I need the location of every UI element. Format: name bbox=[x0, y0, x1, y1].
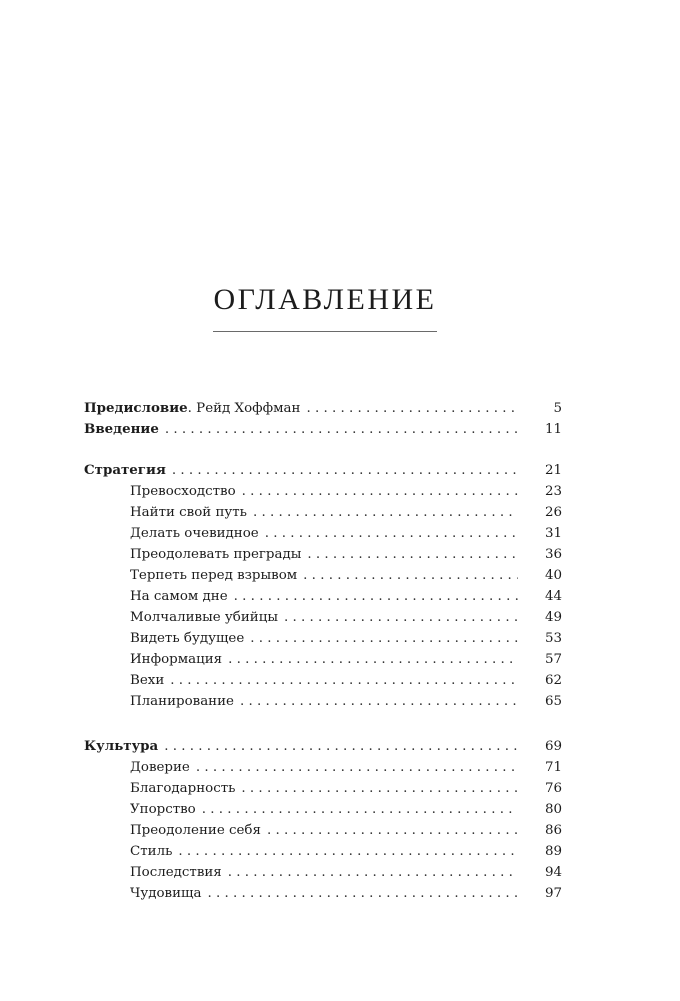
toc-entry-title: Видеть будущее bbox=[130, 631, 245, 646]
toc-entry-bold-title: Стратегия bbox=[84, 462, 166, 478]
toc-entry-label bbox=[84, 419, 159, 440]
toc-page-number: 49 bbox=[544, 610, 562, 625]
toc-page-number: 62 bbox=[544, 673, 562, 688]
toc-entry-label bbox=[130, 799, 196, 820]
toc-entry-title: Преодолевать преграды bbox=[130, 547, 302, 562]
dot-leader bbox=[265, 523, 518, 544]
toc-page-number: 76 bbox=[544, 781, 562, 796]
dot-leader bbox=[178, 841, 518, 862]
toc-entry-label bbox=[130, 841, 172, 862]
dot-leader bbox=[207, 883, 518, 904]
toc-entry-label bbox=[130, 670, 164, 691]
toc-entry-title: Упорство bbox=[130, 802, 196, 817]
toc-entry-label bbox=[130, 565, 297, 586]
toc-entry-title: Терпеть перед взрывом bbox=[130, 568, 298, 583]
toc-page-number: 53 bbox=[544, 631, 562, 646]
toc-subentry bbox=[84, 649, 562, 670]
toc-subentry bbox=[84, 565, 562, 586]
toc-entry-title: Информация bbox=[130, 652, 223, 667]
toc-page-number: 71 bbox=[544, 760, 562, 775]
toc-page-number: 23 bbox=[544, 484, 562, 499]
toc-entry bbox=[84, 419, 562, 440]
toc-entry bbox=[84, 398, 562, 419]
toc-entry-label bbox=[130, 883, 201, 904]
dot-leader bbox=[250, 628, 518, 649]
toc-entry-title: На самом дне bbox=[130, 589, 228, 604]
dot-leader bbox=[241, 778, 518, 799]
dot-leader bbox=[267, 820, 518, 841]
dot-leader bbox=[228, 649, 518, 670]
dot-leader bbox=[307, 544, 518, 565]
toc-entry-label bbox=[130, 544, 301, 565]
toc-page-number: 80 bbox=[544, 802, 562, 817]
toc-entry-title: Стиль bbox=[130, 844, 173, 859]
toc-page-number: 86 bbox=[544, 823, 562, 838]
page-title: ОГЛАВЛЕНИЕ bbox=[213, 283, 437, 316]
toc-entry-label bbox=[130, 502, 247, 523]
toc-page-number: 65 bbox=[544, 694, 562, 709]
toc-page-number: 57 bbox=[544, 652, 562, 667]
toc-entry-title: . Рейд Хоффман bbox=[187, 401, 301, 416]
toc-entry-title: Делать очевидное bbox=[130, 526, 259, 541]
toc-entry-label bbox=[130, 649, 222, 670]
toc-subentry bbox=[84, 883, 562, 904]
toc-entry-label bbox=[130, 757, 190, 778]
toc-entry-title: Найти свой путь bbox=[130, 505, 247, 520]
toc-page-number: 97 bbox=[544, 886, 562, 901]
dot-leader bbox=[165, 419, 518, 440]
dot-leader bbox=[228, 862, 518, 883]
toc-subentry bbox=[84, 691, 562, 712]
toc-subentry bbox=[84, 628, 562, 649]
dot-leader bbox=[202, 799, 518, 820]
toc-subentry bbox=[84, 778, 562, 799]
toc-page-number: 44 bbox=[544, 589, 562, 604]
toc-entry-bold-title: Предисловие bbox=[84, 400, 188, 416]
dot-leader bbox=[253, 502, 518, 523]
toc-subentry bbox=[84, 607, 562, 628]
dot-leader bbox=[196, 757, 518, 778]
dot-leader bbox=[303, 565, 518, 586]
dot-leader bbox=[172, 460, 518, 481]
toc-page-number: 89 bbox=[544, 844, 562, 859]
toc-page-number: 94 bbox=[544, 865, 562, 880]
toc-entry-label bbox=[84, 736, 158, 757]
toc-entry bbox=[84, 460, 562, 481]
toc-subentry bbox=[84, 502, 562, 523]
toc-page-number: 5 bbox=[553, 401, 562, 416]
dot-leader bbox=[240, 691, 518, 712]
toc-subentry bbox=[84, 757, 562, 778]
toc-entry-label bbox=[84, 398, 300, 419]
dot-leader bbox=[284, 607, 518, 628]
toc-subentry bbox=[84, 862, 562, 883]
toc-page-number: 69 bbox=[544, 739, 562, 754]
toc-subentry bbox=[84, 523, 562, 544]
toc-entry-title: Превосходство bbox=[130, 484, 236, 499]
toc-subentry bbox=[84, 544, 562, 565]
toc-subentry bbox=[84, 586, 562, 607]
toc-entry-label bbox=[130, 691, 234, 712]
toc-page-number: 11 bbox=[544, 422, 562, 437]
toc-entry-label bbox=[130, 607, 278, 628]
toc-entry-title: Чудовища bbox=[130, 886, 202, 901]
toc-entry-title: Вехи bbox=[130, 673, 165, 688]
toc-entry-title: Благодарность bbox=[130, 781, 236, 796]
dot-leader bbox=[164, 736, 518, 757]
toc-entry-label bbox=[130, 820, 261, 841]
toc-subentry bbox=[84, 820, 562, 841]
toc-entry bbox=[84, 736, 562, 757]
toc-subentry bbox=[84, 799, 562, 820]
toc-entry-label bbox=[84, 460, 166, 481]
toc-entry-title: Последствия bbox=[130, 865, 222, 880]
toc-page-number: 40 bbox=[544, 568, 562, 583]
toc-entry-title: Доверие bbox=[130, 760, 190, 775]
toc-subentry bbox=[84, 841, 562, 862]
toc-entry-bold-title: Культура bbox=[84, 738, 159, 754]
title-divider bbox=[213, 331, 437, 332]
dot-leader bbox=[234, 586, 518, 607]
toc-entry-label bbox=[130, 523, 259, 544]
toc-entry-label bbox=[130, 586, 228, 607]
toc-page-number: 36 bbox=[544, 547, 562, 562]
toc-entry-bold-title: Введение bbox=[84, 421, 159, 437]
toc-entry-label bbox=[130, 862, 222, 883]
toc-entry-label bbox=[130, 481, 236, 502]
toc-subentry bbox=[84, 670, 562, 691]
toc-entry-title: Планирование bbox=[130, 694, 234, 709]
toc-page-number: 31 bbox=[544, 526, 562, 541]
toc-page-number: 26 bbox=[544, 505, 562, 520]
toc-subentry bbox=[84, 481, 562, 502]
dot-leader bbox=[170, 670, 518, 691]
toc-entry-title: Преодоление себя bbox=[130, 823, 261, 838]
toc-entry-label bbox=[130, 628, 244, 649]
toc-entry-title: Молчаливые убийцы bbox=[130, 610, 278, 625]
toc-entry-label bbox=[130, 778, 235, 799]
table-of-contents bbox=[84, 398, 562, 904]
dot-leader bbox=[306, 398, 518, 419]
dot-leader bbox=[242, 481, 518, 502]
toc-page-number: 21 bbox=[544, 463, 562, 478]
